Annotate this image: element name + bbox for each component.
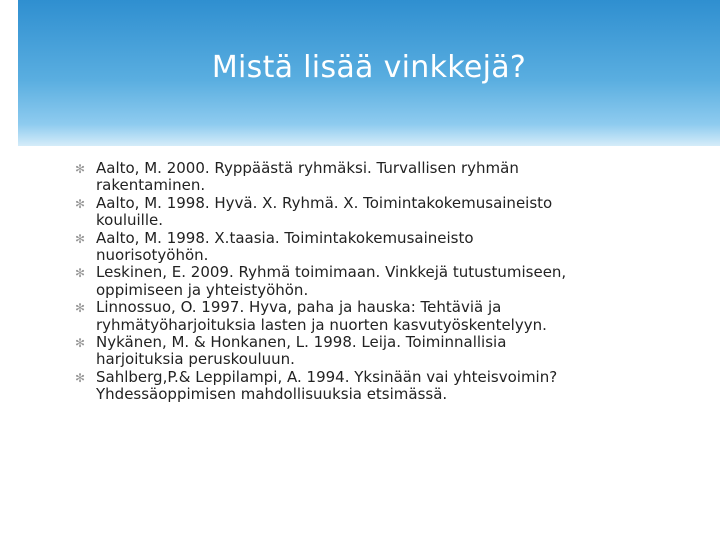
bullet-icon: ✻	[75, 231, 86, 246]
reference-text-line: kouluille.	[96, 211, 164, 230]
bullet-icon: ✻	[75, 370, 86, 385]
bullet-icon: ✻	[75, 301, 86, 316]
bullet-icon: ✻	[75, 266, 86, 281]
reference-item	[75, 264, 635, 299]
reference-text-line: ryhmätyöharjoituksia lasten ja nuorten kasvutyöskentelyyn.	[96, 315, 547, 334]
reference-text-line: Yhdessäoppimisen mahdollisuuksia etsimässä.	[96, 385, 448, 404]
reference-text-line: harjoituksia peruskouluun.	[96, 350, 295, 369]
reference-text-line: Sahlberg,P.& Leppilampi, A. 1994. Yksinään vai yhteisvoimin?	[96, 367, 558, 386]
bullet-icon: ✻	[75, 162, 86, 176]
reference-text-line: Aalto, M. 1998. X.taasia. Toimintakokemusaineisto	[96, 228, 474, 247]
reference-item	[75, 160, 635, 195]
slide-title: Mistä lisää vinkkejä?	[211, 50, 527, 85]
reference-text-line: Leskinen, E. 2009. Ryhmä toimimaan. Vinkkejä tutustumiseen,	[96, 263, 567, 282]
reference-text-line: nuorisotyöhön.	[96, 246, 209, 265]
reference-text-line: Aalto, M. 2000. Ryppäästä ryhmäksi. Turvallisen ryhmän	[96, 159, 519, 177]
reference-text-line: Linnossuo, O. 1997. Hyva, paha ja hauska: Tehtäviä ja	[96, 298, 502, 317]
reference-text-line: Nykänen, M. & Honkanen, L. 1998. Leija. Toiminnallisia	[96, 333, 507, 352]
reference-list	[75, 160, 635, 404]
bullet-icon: ✻	[75, 336, 86, 351]
reference-item	[75, 230, 635, 265]
reference-item	[75, 369, 635, 404]
reference-item	[75, 195, 635, 230]
reference-text-line: Aalto, M. 1998. Hyvä. X. Ryhmä. X. Toimintakokemusaineisto	[96, 193, 553, 212]
reference-text-line: oppimiseen ja yhteistyöhön.	[96, 280, 309, 299]
reference-item	[75, 299, 635, 334]
bullet-icon: ✻	[75, 196, 86, 211]
reference-item	[75, 334, 635, 369]
reference-text-line: rakentaminen.	[96, 176, 206, 195]
